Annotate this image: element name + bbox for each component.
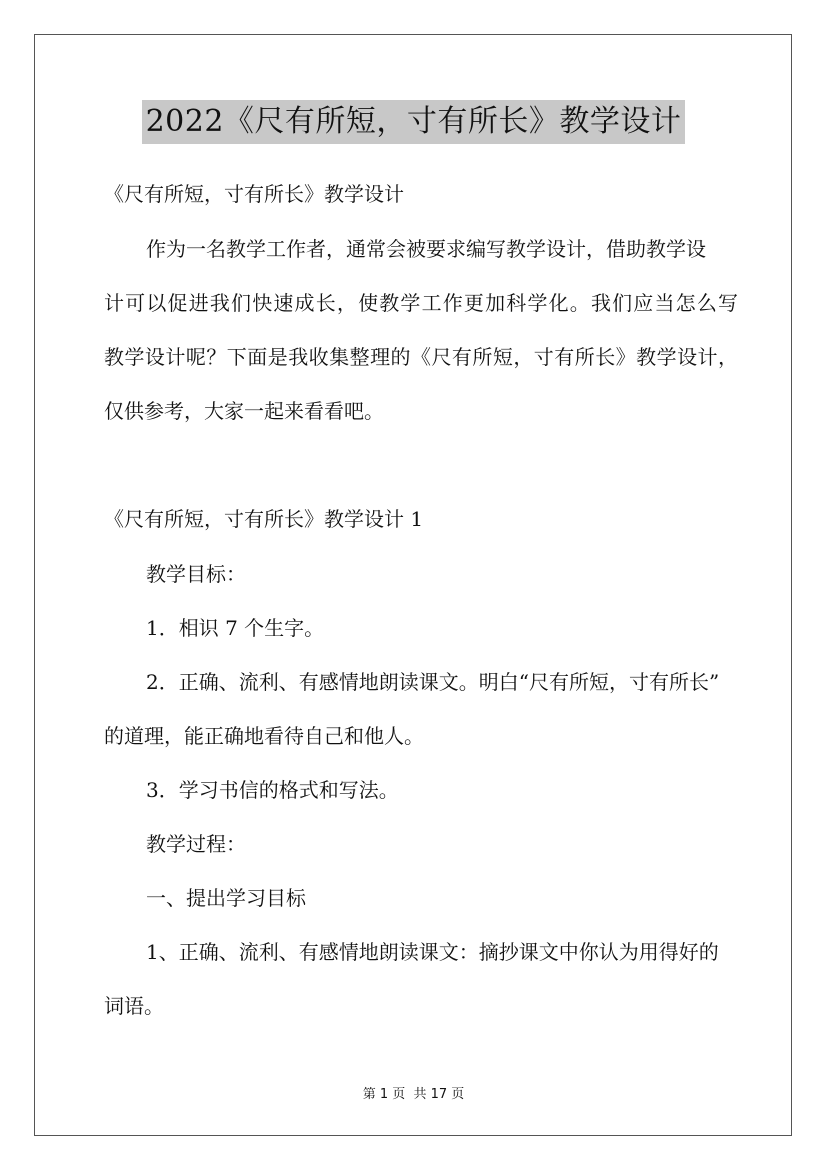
goal-2-line-2: 的道理，能正确地看待自己和他人。 (104, 724, 424, 748)
step-heading: 一、提出学习目标 (146, 886, 306, 910)
goals-label: 教学目标： (146, 562, 246, 586)
intro-line-2: 计可以促进我们快速成长，使教学工作更加科学化。我们应当怎么写 (104, 291, 738, 315)
page-total: 共 17 页 (413, 1087, 465, 1102)
intro-line-1: 作为一名教学工作者，通常会被要求编写教学设计，借助教学设 (146, 237, 706, 261)
page-number: 第 1 页 (362, 1087, 406, 1102)
goal-3: 3．学习书信的格式和写法。 (146, 778, 399, 802)
intro-line-3: 教学设计呢？下面是我收集整理的《尺有所短，寸有所长》教学设计， (104, 345, 738, 369)
process-label: 教学过程： (146, 832, 246, 856)
goal-1: 1．相识 7 个生字。 (146, 616, 325, 640)
document-subtitle: 《尺有所短，寸有所长》教学设计 (104, 182, 404, 206)
document-title: 2022《尺有所短，寸有所长》教学设计 (142, 100, 686, 144)
page-footer (0, 1083, 827, 1102)
title-container (0, 100, 827, 144)
step-1-line-1: 1、正确、流利、有感情地朗读课文：摘抄课文中你认为用得好的 (146, 940, 719, 964)
step-1-line-2: 词语。 (104, 994, 164, 1018)
intro-line-4: 仅供参考，大家一起来看看吧。 (104, 399, 384, 423)
goal-2-line-1: 2．正确、流利、有感情地朗读课文。明白“尺有所短，寸有所长” (146, 670, 720, 694)
section-heading: 《尺有所短，寸有所长》教学设计 1 (104, 507, 424, 531)
